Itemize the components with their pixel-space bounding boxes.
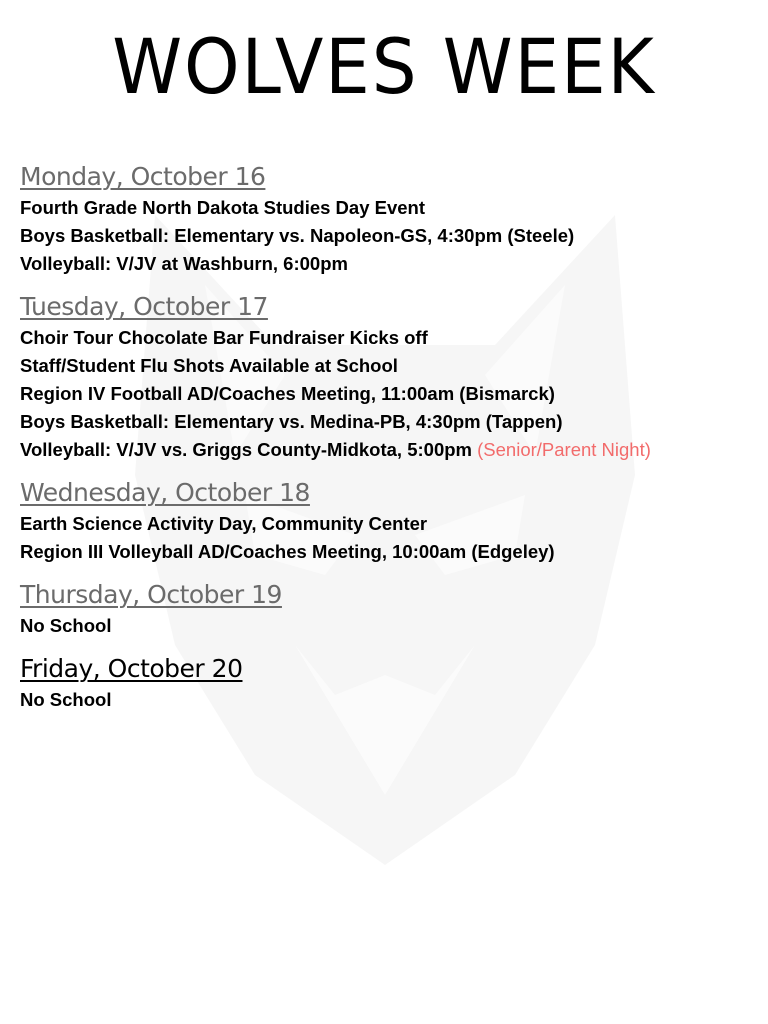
event-item: Boys Basketball: Elementary vs. Napoleon-GS, 4:30pm (Steele) (20, 225, 575, 246)
day-heading: Monday, October 16 (20, 162, 266, 191)
event-item: No School (20, 689, 112, 710)
event-item-highlighted (20, 436, 760, 464)
event-item: Choir Tour Chocolate Bar Fundraiser Kicks off (20, 327, 428, 348)
event-item: Volleyball: V/JV at Washburn, 6:00pm (20, 253, 348, 274)
day-heading: Friday, October 20 (20, 654, 243, 683)
day-monday (20, 160, 760, 278)
event-item: Fourth Grade North Dakota Studies Day Event (20, 197, 426, 218)
event-item: Boys Basketball: Elementary vs. Medina-PB, 4:30pm (Tappen) (20, 411, 563, 432)
event-item: Region IV Football AD/Coaches Meeting, 11:00am (Bismarck) (20, 383, 555, 404)
day-thursday (20, 578, 760, 640)
day-wednesday (20, 476, 760, 566)
event-item: No School (20, 615, 112, 636)
day-heading: Thursday, October 19 (20, 580, 282, 609)
day-friday (20, 652, 760, 714)
day-heading: Wednesday, October 18 (20, 478, 310, 507)
day-heading: Tuesday, October 17 (20, 292, 268, 321)
event-item: Staff/Student Flu Shots Available at School (20, 355, 398, 376)
senior-night-note: (Senior/Parent Night) (477, 439, 651, 460)
day-tuesday (20, 290, 760, 464)
page-title: WOLVES WEEK (112, 22, 656, 111)
event-text: Volleyball: V/JV vs. Griggs County-Midkota, 5:00pm (20, 439, 472, 460)
event-item: Earth Science Activity Day, Community Center (20, 513, 428, 534)
event-item: Region III Volleyball AD/Coaches Meeting, 10:00am (Edgeley) (20, 541, 555, 562)
week-schedule (20, 160, 760, 726)
